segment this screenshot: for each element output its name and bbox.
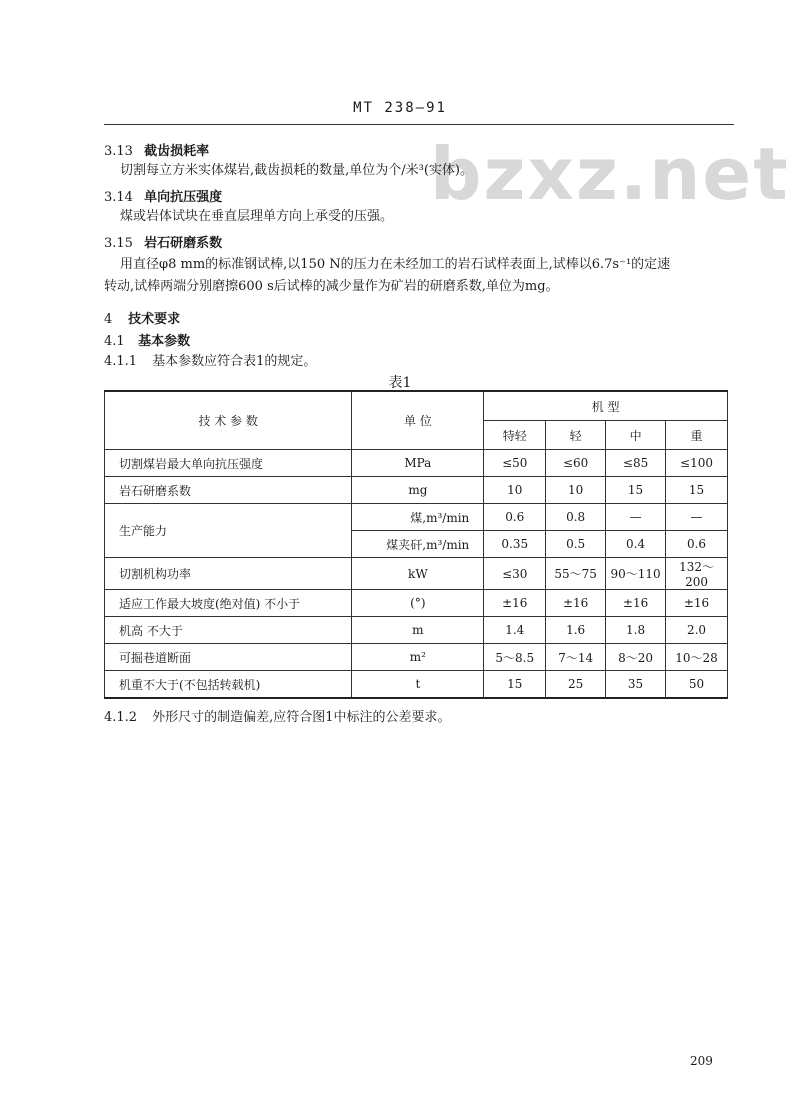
section-3-14-heading bbox=[104, 186, 222, 205]
section-number: 3.15 bbox=[104, 236, 133, 251]
value-cell: 0.4 bbox=[606, 531, 666, 558]
unit-cell: 煤夹矸,m³/min bbox=[352, 531, 484, 558]
section-3-13-body: 切割每立方米实体煤岩,截齿损耗的数量,单位为个/米³(实体)。 bbox=[120, 163, 473, 178]
value-cell: 90～110 bbox=[606, 558, 666, 590]
unit-cell: t bbox=[352, 671, 484, 699]
table-caption: 表1 bbox=[388, 375, 412, 391]
value-cell: 1.8 bbox=[606, 617, 666, 644]
value-cell: — bbox=[606, 504, 666, 531]
value-cell: 0.6 bbox=[666, 531, 728, 558]
header-param: 技 术 参 数 bbox=[105, 391, 352, 450]
value-cell: 25 bbox=[546, 671, 606, 699]
value-cell: 15 bbox=[606, 477, 666, 504]
section-number: 4.1.1 bbox=[104, 354, 138, 369]
watermark: bzxz.net bbox=[430, 132, 790, 216]
chapter-title: 技术要求 bbox=[128, 312, 181, 327]
section-3-15-body-line1: 用直径φ8 mm的标准钢试棒,以150 N的压力在未经加工的岩石试样表面上,试棒以6.7s⁻¹的定速 bbox=[120, 257, 671, 272]
model-cell: 轻 bbox=[546, 421, 606, 450]
table-row bbox=[105, 617, 728, 644]
table-row bbox=[105, 644, 728, 671]
param-cell: 机重不大于(不包括转载机) bbox=[105, 671, 352, 699]
value-cell: 2.0 bbox=[666, 617, 728, 644]
value-cell: 10～28 bbox=[666, 644, 728, 671]
table-row bbox=[105, 477, 728, 504]
table-row bbox=[105, 558, 728, 590]
section-number: 3.14 bbox=[104, 190, 133, 205]
parameters-table bbox=[104, 390, 728, 699]
value-cell: 0.5 bbox=[546, 531, 606, 558]
unit-cell: m bbox=[352, 617, 484, 644]
value-cell: 7～14 bbox=[546, 644, 606, 671]
section-title: 基本参数 bbox=[138, 334, 191, 349]
value-cell: 15 bbox=[666, 477, 728, 504]
document-header: MT 238—91 bbox=[353, 100, 447, 116]
section-title: 岩石研磨系数 bbox=[144, 236, 223, 251]
param-cell: 生产能力 bbox=[105, 504, 352, 558]
value-cell: 132～200 bbox=[666, 558, 728, 590]
value-cell: 5～8.5 bbox=[484, 644, 546, 671]
value-cell: 15 bbox=[484, 671, 546, 699]
value-cell: 0.8 bbox=[546, 504, 606, 531]
unit-cell: MPa bbox=[352, 450, 484, 477]
section-3-15-body-line2: 转动,试棒两端分别磨擦600 s后试棒的减少量作为矿岩的研磨系数,单位为mg。 bbox=[104, 279, 559, 294]
model-cell: 重 bbox=[666, 421, 728, 450]
value-cell: ≤60 bbox=[546, 450, 606, 477]
value-cell: 8～20 bbox=[606, 644, 666, 671]
value-cell: 35 bbox=[606, 671, 666, 699]
value-cell: — bbox=[666, 504, 728, 531]
table-row bbox=[105, 450, 728, 477]
value-cell: 0.35 bbox=[484, 531, 546, 558]
param-cell: 机高 不大于 bbox=[105, 617, 352, 644]
value-cell: 1.6 bbox=[546, 617, 606, 644]
header-model: 机 型 bbox=[484, 391, 728, 421]
model-cell: 特轻 bbox=[484, 421, 546, 450]
section-3-14-body: 煤或岩体试块在垂直层理单方向上承受的压强。 bbox=[120, 209, 394, 224]
param-cell: 切割机构功率 bbox=[105, 558, 352, 590]
param-cell: 可掘巷道断面 bbox=[105, 644, 352, 671]
value-cell: ±16 bbox=[606, 590, 666, 617]
table-row bbox=[105, 504, 728, 531]
section-number: 4.1.2 bbox=[104, 710, 138, 725]
param-cell: 岩石研磨系数 bbox=[105, 477, 352, 504]
value-cell: 1.4 bbox=[484, 617, 546, 644]
table-row bbox=[105, 671, 728, 699]
value-cell: 10 bbox=[484, 477, 546, 504]
value-cell: ≤50 bbox=[484, 450, 546, 477]
section-text: 外形尺寸的制造偏差,应符合图1中标注的公差要求。 bbox=[152, 710, 451, 725]
page-number: 209 bbox=[690, 1054, 713, 1068]
section-text: 基本参数应符合表1的规定。 bbox=[152, 354, 317, 369]
value-cell: ±16 bbox=[484, 590, 546, 617]
value-cell: ≤85 bbox=[606, 450, 666, 477]
param-cell: 切割煤岩最大单向抗压强度 bbox=[105, 450, 352, 477]
value-cell: ≤30 bbox=[484, 558, 546, 590]
value-cell: 0.6 bbox=[484, 504, 546, 531]
section-3-15-heading bbox=[104, 232, 222, 251]
section-title: 单向抗压强度 bbox=[144, 190, 223, 205]
table-row bbox=[105, 590, 728, 617]
param-cell: 适应工作最大坡度(绝对值) 不小于 bbox=[105, 590, 352, 617]
header-rule bbox=[104, 124, 734, 125]
value-cell: ±16 bbox=[666, 590, 728, 617]
section-4-1-heading bbox=[104, 330, 190, 349]
value-cell: ±16 bbox=[546, 590, 606, 617]
unit-cell: mg bbox=[352, 477, 484, 504]
unit-cell: (°) bbox=[352, 590, 484, 617]
value-cell: 10 bbox=[546, 477, 606, 504]
value-cell: 55～75 bbox=[546, 558, 606, 590]
section-number: 3.13 bbox=[104, 144, 133, 159]
model-cell: 中 bbox=[606, 421, 666, 450]
section-4-1-2 bbox=[104, 706, 451, 725]
section-number: 4.1 bbox=[104, 334, 125, 349]
value-cell: ≤100 bbox=[666, 450, 728, 477]
section-title: 截齿损耗率 bbox=[144, 144, 210, 159]
header-unit: 单 位 bbox=[352, 391, 484, 450]
value-cell: 50 bbox=[666, 671, 728, 699]
unit-cell: m² bbox=[352, 644, 484, 671]
chapter-4-heading bbox=[104, 308, 180, 327]
chapter-number: 4 bbox=[104, 312, 113, 327]
unit-cell: kW bbox=[352, 558, 484, 590]
section-3-13-heading bbox=[104, 140, 209, 159]
section-4-1-1 bbox=[104, 350, 316, 369]
table-header-row bbox=[105, 391, 728, 421]
unit-cell: 煤,m³/min bbox=[352, 504, 484, 531]
